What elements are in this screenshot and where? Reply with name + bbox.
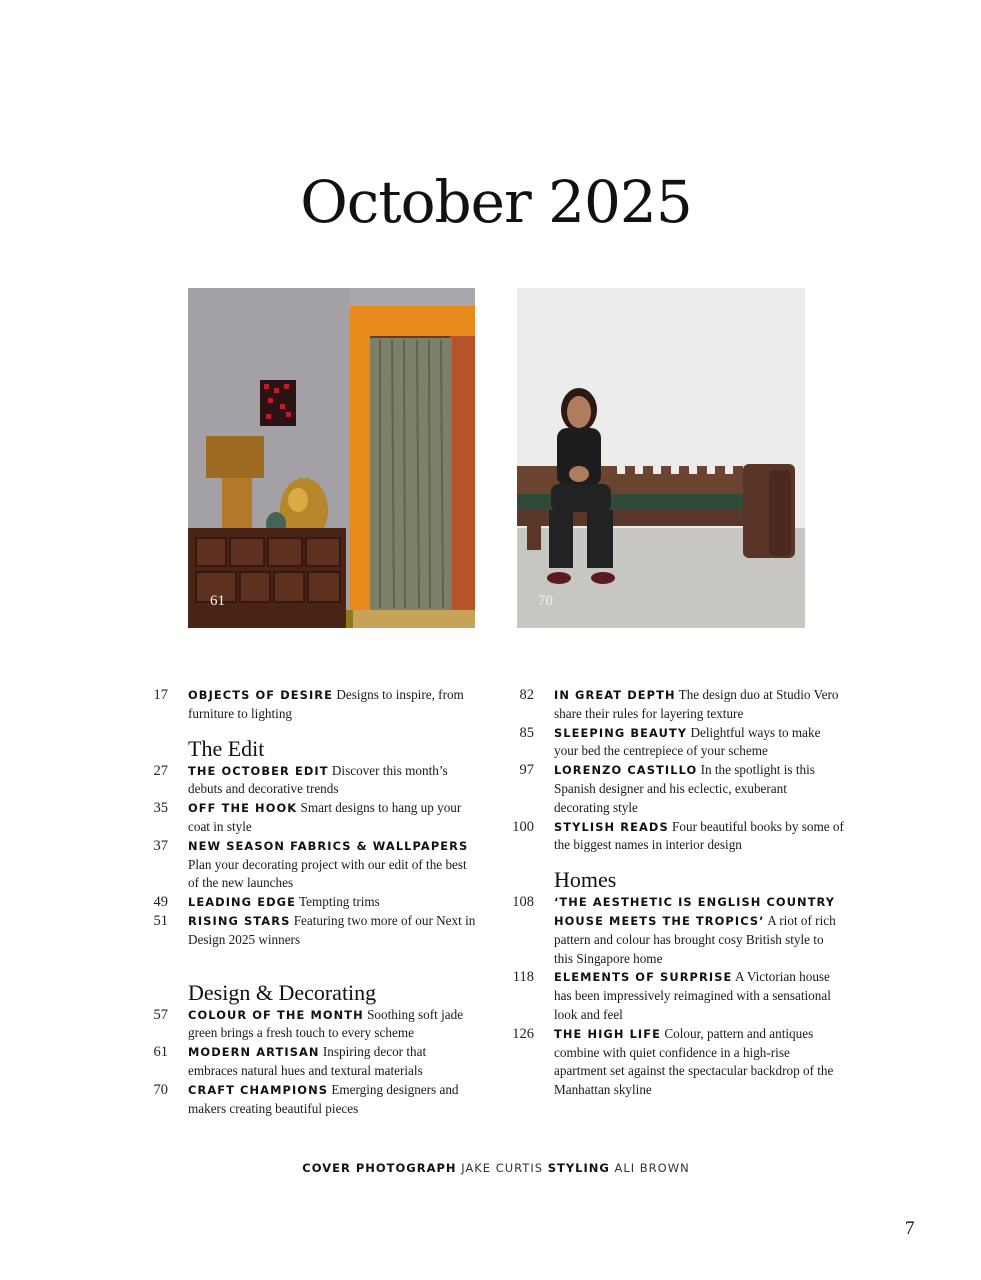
contents-entry[interactable] <box>512 968 844 1024</box>
entry-heading: RISING STARS <box>188 913 291 928</box>
credit-styling-name: ALI BROWN <box>614 1161 690 1175</box>
photo-page-number: 61 <box>210 593 225 609</box>
entry-heading: SLEEPING BEAUTY <box>554 725 688 740</box>
entry-page-number: 49 <box>153 894 168 911</box>
entry-heading: LORENZO CASTILLO <box>554 763 698 778</box>
entry-heading: ‘THE AESTHETIC IS ENGLISH COUNTRY HOUSE MEETS THE TROPICS’ <box>554 895 836 928</box>
entry-description: Inspiring decor that embraces natural hues and textural materials <box>188 1044 427 1078</box>
entry-description: Four beautiful books by some of the biggest names in interior design <box>554 818 844 853</box>
entry-description: Designs to inspire, from furniture to lighting <box>188 687 464 721</box>
entry-page-number: 85 <box>519 724 534 741</box>
entry-heading: OBJECTS OF DESIRE <box>188 688 334 702</box>
interior-illustration <box>188 288 475 628</box>
entry-description: Plan your decorating project with our edit of the best of the new launches <box>188 856 467 891</box>
contents-column-right <box>512 686 844 1100</box>
entry-page-number: 118 <box>512 969 534 986</box>
entry-description: Discover this month’s debuts and decorative trends <box>188 762 448 797</box>
contents-entry[interactable] <box>153 1043 478 1081</box>
contents-entry[interactable] <box>519 761 844 817</box>
contents-column-left <box>153 686 478 1118</box>
entry-heading: CRAFT CHAMPIONS <box>188 1082 329 1097</box>
entry-description: The design duo at Studio Vero share their rules for layering texture <box>554 687 839 721</box>
feature-photo-interior[interactable] <box>188 288 475 628</box>
entry-description: A Victorian house has been impressively reimagined with a sensational look and feel <box>554 969 831 1022</box>
entry-description: Emerging designers and makers creating beautiful pieces <box>188 1081 459 1116</box>
contents-entry[interactable] <box>519 686 844 724</box>
entry-heading: MODERN ARTISAN <box>188 1045 320 1060</box>
contents-entry[interactable] <box>153 837 478 893</box>
entry-page-number: 57 <box>153 1006 168 1023</box>
entry-heading: THE HIGH LIFE <box>554 1026 662 1041</box>
entry-description: Colour, pattern and antiques combine with quiet confidence in a high-rise apartment set against the spectacular backdrop of the Manhattan skyline <box>554 1025 834 1098</box>
entry-page-number: 35 <box>153 800 168 817</box>
entry-description: A riot of rich pattern and colour has brought cosy British style to this Singapore home <box>554 912 836 966</box>
entry-page-number: 108 <box>512 894 534 911</box>
contents-entry[interactable] <box>519 724 844 762</box>
section-title-design-decorating: Design & Decorating <box>188 979 377 1005</box>
entry-heading: NEW SEASON FABRICS & WALLPAPERS <box>188 838 469 853</box>
page-number: 7 <box>905 1218 915 1239</box>
entry-heading: THE OCTOBER EDIT <box>188 763 329 778</box>
contents-entry[interactable] <box>153 893 478 912</box>
contents-entry[interactable] <box>153 1006 478 1044</box>
credit-styling-label: STYLING <box>547 1161 610 1175</box>
entry-heading: LEADING EDGE <box>188 895 296 910</box>
credit-photo-label: COVER PHOTOGRAPH <box>302 1161 457 1175</box>
entry-page-number: 37 <box>153 837 168 854</box>
section-title-the-edit: The Edit <box>188 735 265 761</box>
section-title-homes: Homes <box>554 867 617 893</box>
entry-heading: COLOUR OF THE MONTH <box>188 1007 364 1022</box>
entry-page-number: 17 <box>153 687 168 703</box>
entry-page-number: 82 <box>519 687 534 703</box>
cover-credit <box>0 1161 981 1175</box>
entry-description: Soothing soft jade green brings a fresh touch to every scheme <box>188 1006 464 1041</box>
entry-heading: ELEMENTS OF SURPRISE <box>554 970 733 985</box>
contents-entry[interactable] <box>512 1025 844 1100</box>
contents-entry[interactable] <box>153 686 478 724</box>
photo-page-number: 70 <box>538 593 553 609</box>
entry-page-number: 126 <box>512 1025 534 1042</box>
contents-entry[interactable] <box>153 912 478 950</box>
entry-page-number: 61 <box>153 1044 168 1061</box>
contents-entry[interactable] <box>512 893 844 968</box>
entry-heading: IN GREAT DEPTH <box>554 688 676 702</box>
entry-description: In the spotlight is this Spanish designer and his eclectic, exuberant decorating style <box>554 762 815 815</box>
entry-heading: OFF THE HOOK <box>188 801 298 816</box>
contents-entry[interactable] <box>512 818 844 856</box>
contents-entry[interactable] <box>153 762 478 800</box>
entry-page-number: 51 <box>153 912 168 929</box>
entry-page-number: 70 <box>153 1081 168 1098</box>
entry-description: Featuring two more of our Next in Design 2025 winners <box>188 912 476 947</box>
portrait-illustration <box>517 288 805 628</box>
entry-page-number: 27 <box>153 762 168 779</box>
credit-photo-name: JAKE CURTIS <box>461 1161 544 1175</box>
issue-title: October 2025 <box>300 168 692 236</box>
entry-page-number: 100 <box>512 818 534 835</box>
contents-entry[interactable] <box>153 1081 478 1119</box>
entry-description: Smart designs to hang up your coat in style <box>188 800 462 834</box>
feature-photo-portrait[interactable] <box>517 288 805 628</box>
entry-description: Delightful ways to make your bed the centrepiece of your scheme <box>554 724 821 759</box>
contents-entry[interactable] <box>153 799 478 837</box>
entry-page-number: 97 <box>519 762 534 779</box>
entry-heading: STYLISH READS <box>554 819 669 834</box>
entry-description: Tempting trims <box>299 894 380 910</box>
